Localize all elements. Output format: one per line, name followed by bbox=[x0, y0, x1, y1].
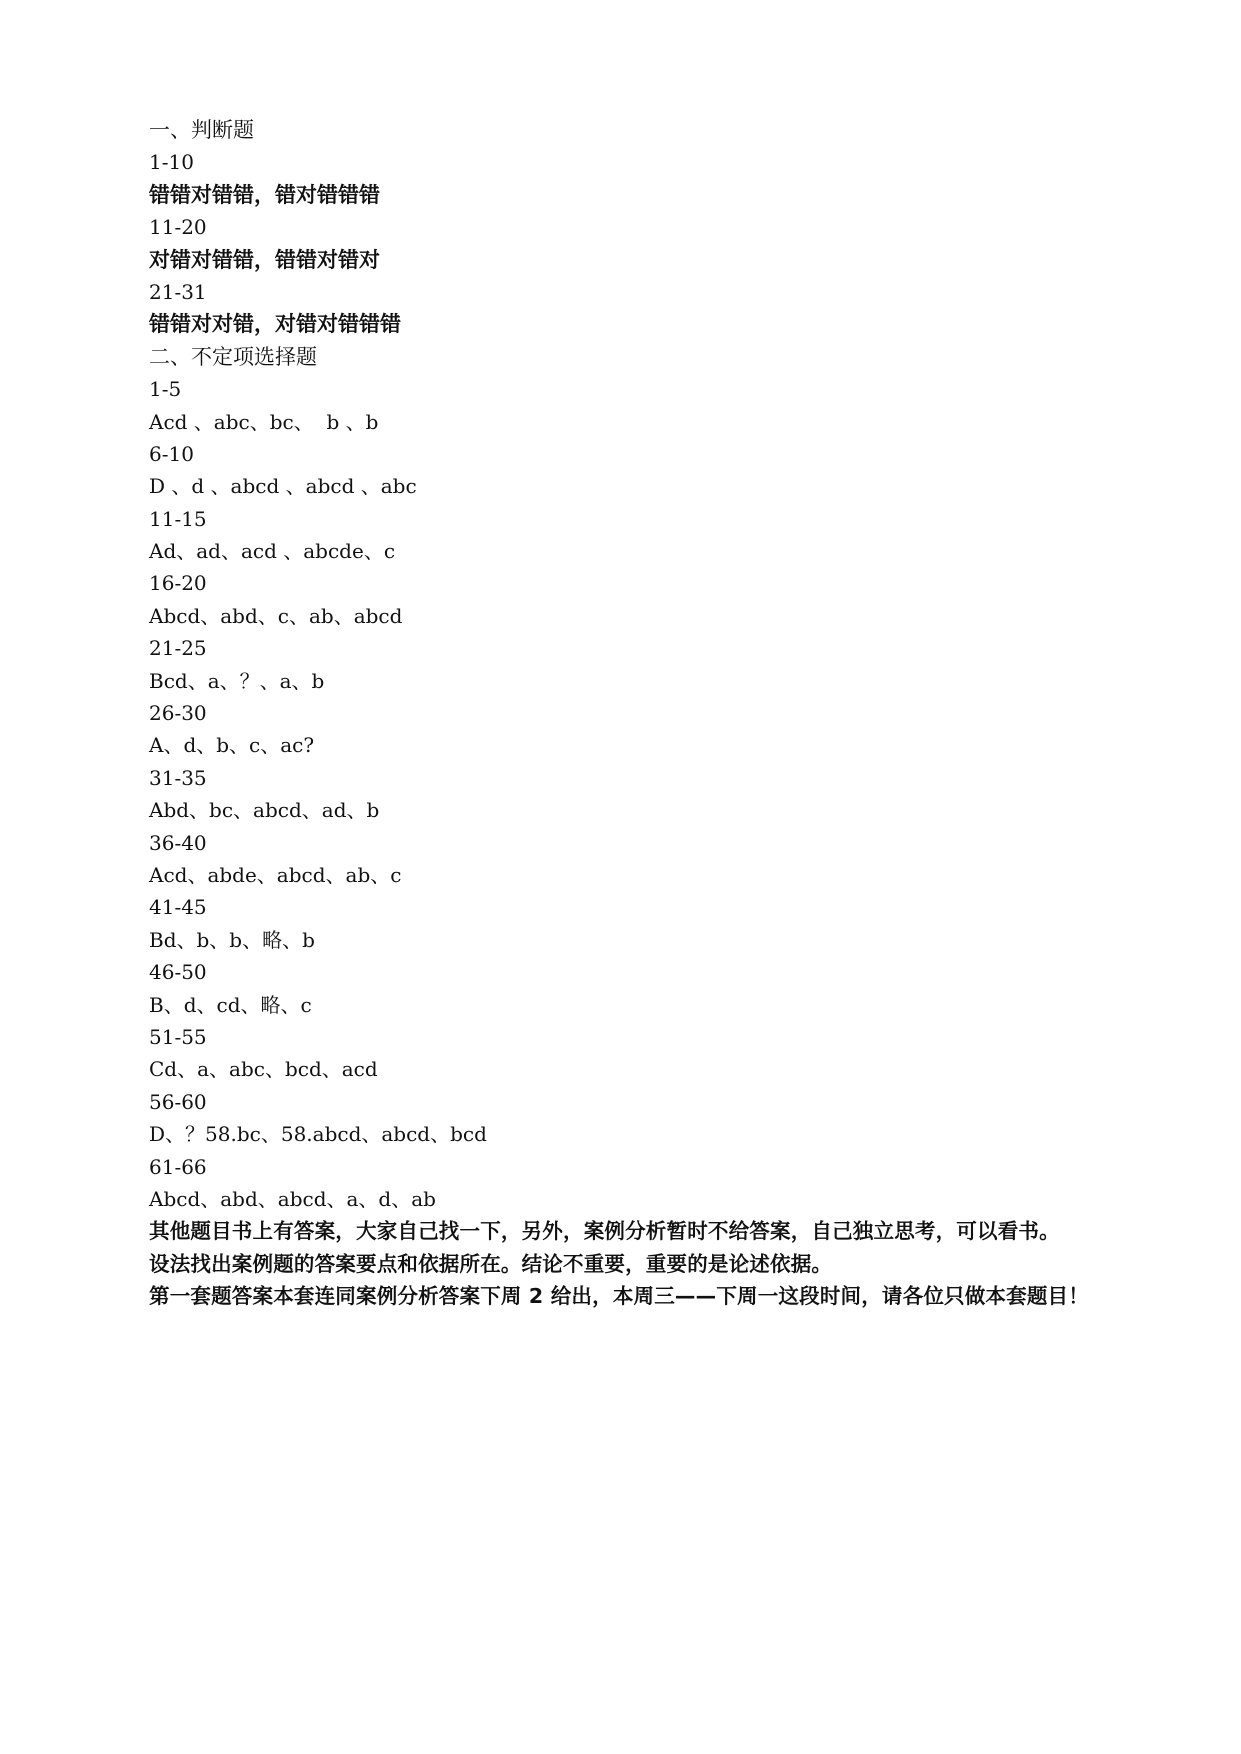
answer-line: A、d、b、c、ac? bbox=[149, 733, 315, 758]
question-range: 51-55 bbox=[149, 1024, 207, 1049]
answer-line: Abd、bc、abcd、ad、b bbox=[149, 798, 380, 823]
answer-line: 错错对错错，错对错错错 bbox=[149, 182, 380, 207]
question-range: 21-25 bbox=[149, 636, 207, 661]
question-range: 36-40 bbox=[149, 830, 207, 855]
answer-line: Bcd、a、？、a、b bbox=[149, 668, 325, 693]
answer-line: D 、d 、abcd 、abcd 、abc bbox=[149, 474, 417, 499]
question-range: 1-5 bbox=[149, 377, 182, 402]
note-paragraph: 设法找出案例题的答案要点和依据所在。结论不重要，重要的是论述依据。 bbox=[149, 1251, 833, 1276]
answer-line: D、？58.bc、58.abcd、abcd、bcd bbox=[149, 1122, 487, 1147]
question-range: 11-20 bbox=[149, 215, 207, 240]
answer-line: 对错对错错，错错对错对 bbox=[149, 247, 380, 272]
answer-line: B、d、cd、略、c bbox=[149, 992, 312, 1017]
section-heading-true-false: 一、判断题 bbox=[149, 118, 254, 142]
answer-line: Cd、a、abc、bcd、acd bbox=[149, 1057, 378, 1082]
answer-line: Acd 、abc、bc、 b 、b bbox=[149, 409, 379, 434]
question-range: 56-60 bbox=[149, 1089, 207, 1114]
answer-line: Acd、abde、abcd、ab、c bbox=[149, 862, 402, 887]
note-paragraph: 第一套题答案本套连同案例分析答案下周 2 给出，本周三——下周一这段时间，请各位只做本套题目！ bbox=[149, 1284, 1089, 1309]
question-range: 46-50 bbox=[149, 960, 207, 985]
section-heading-multiple-choice: 二、不定项选择题 bbox=[149, 344, 317, 369]
answer-line: Ad、ad、acd 、abcde、c bbox=[149, 539, 396, 564]
question-range: 1-10 bbox=[149, 150, 194, 175]
answer-line: 错错对对错，对错对错错错 bbox=[149, 312, 401, 337]
question-range: 21-31 bbox=[149, 279, 207, 304]
note-paragraph: 其他题目书上有答案，大家自己找一下，另外，案例分析暂时不给答案，自己独立思考，可以看书。 bbox=[149, 1219, 1060, 1244]
question-range: 41-45 bbox=[149, 895, 207, 920]
question-range: 26-30 bbox=[149, 701, 207, 726]
answer-line: Abcd、abd、c、ab、abcd bbox=[149, 603, 403, 628]
question-range: 16-20 bbox=[149, 571, 207, 596]
answer-line: Abcd、abd、abcd、a、d、ab bbox=[149, 1186, 436, 1211]
question-range: 61-66 bbox=[149, 1154, 207, 1179]
document-body bbox=[149, 114, 1149, 1312]
question-range: 6-10 bbox=[149, 441, 194, 466]
question-range: 31-35 bbox=[149, 765, 207, 790]
answer-line: Bd、b、b、略、b bbox=[149, 927, 315, 952]
question-range: 11-15 bbox=[149, 506, 207, 531]
